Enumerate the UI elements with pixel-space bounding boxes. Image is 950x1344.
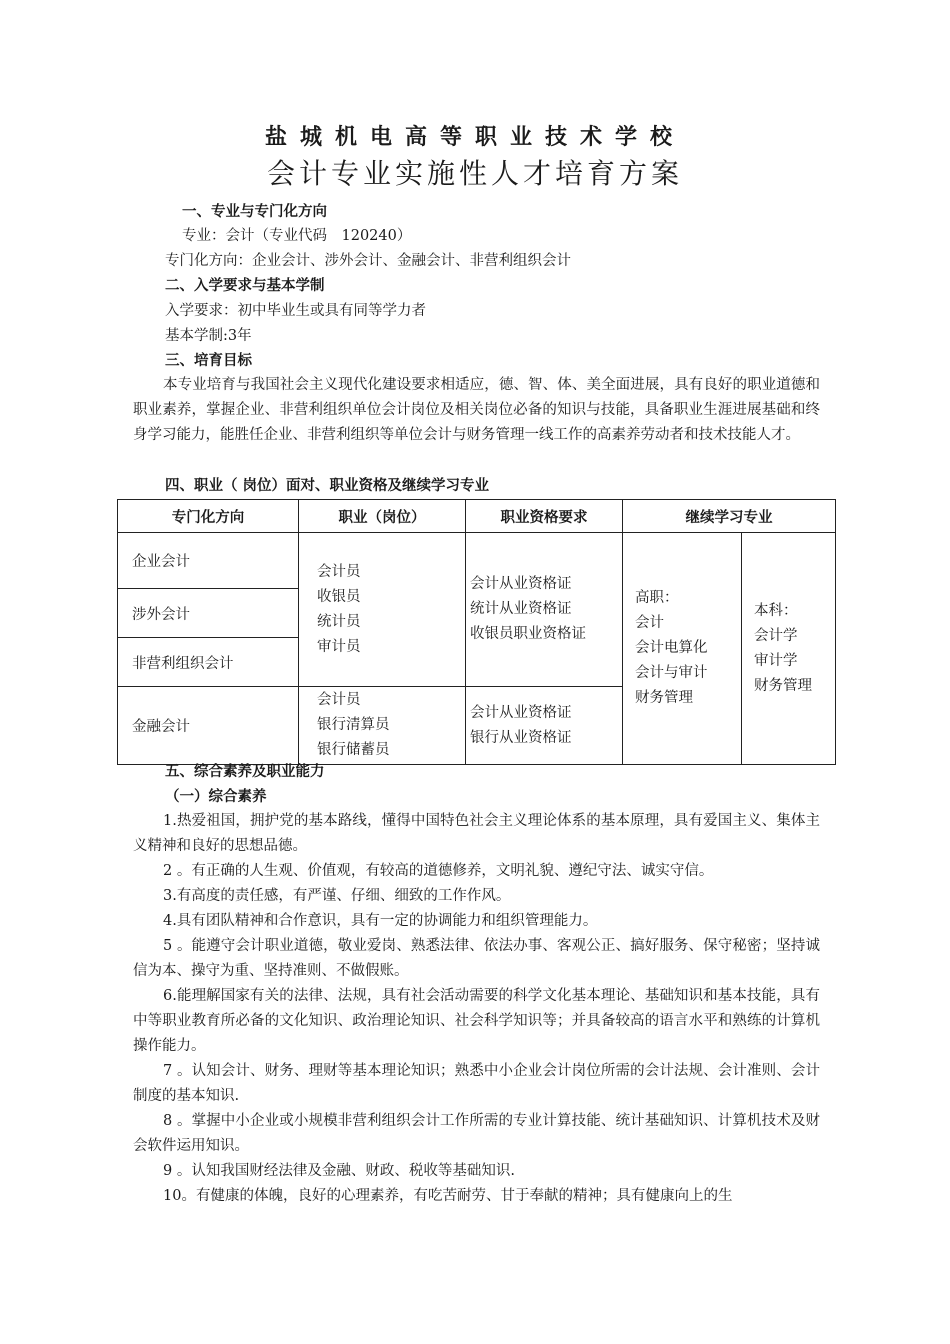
header-direction: 专门化方向 <box>118 500 299 533</box>
school-name: 盐城机电高等职业技术学校 <box>264 125 685 150</box>
direction-enterprise: 企业会计 <box>118 533 299 589</box>
major-line: 专业：会计（专业代码 120240） <box>182 228 412 244</box>
header-further-study: 继续学习专业 <box>623 500 836 533</box>
cert-item: 统计从业资格证 <box>470 601 572 617</box>
study-item: 高职： <box>635 590 679 606</box>
cert-item: 银行从业资格证 <box>470 729 572 746</box>
section-1-heading: 一、专业与专门化方向 <box>182 204 327 220</box>
cert-item: 收银员职业资格证 <box>470 626 586 642</box>
job-item: 会计员 <box>317 692 361 708</box>
section-2-heading: 二、入学要求与基本学制 <box>165 278 325 294</box>
jobs-finance <box>299 687 466 765</box>
study-item: 会计与审计 <box>635 665 708 681</box>
job-item: 统计员 <box>317 613 361 630</box>
quality-item-4: 4.具有团队精神和合作意识，具有一定的协调能力和组织管理能力。 <box>163 913 598 929</box>
direction-line: 专门化方向：企业会计、涉外会计、金融会计、非营利组织会计 <box>165 253 571 269</box>
duration-line: 基本学制:3年 <box>165 328 252 344</box>
bachelor-study <box>742 533 836 765</box>
quality-item-5: 5 。能遵守会计职业道德，敬业爱岗、熟悉法律、依法办事、客观公正、搞好服务、保守秘密；坚持诚信为本、操守为重、坚持准则、不做假账。 <box>133 938 820 979</box>
quality-item-8: 8 。掌握中小企业或小规模非营利组织会计工作所需的专业计算技能、统计基础知识、计算机技术及财会软件运用知识。 <box>133 1113 820 1154</box>
section-5-sub-heading: （一）综合素养 <box>165 789 267 805</box>
quality-item-2: 2 。有正确的人生观、价值观，有较高的道德修养，文明礼貌、遵纪守法、诚实守信。 <box>163 863 714 879</box>
study-item: 财务管理 <box>754 677 812 694</box>
table-header-row <box>118 500 836 533</box>
header-job: 职业（岗位） <box>299 500 466 533</box>
jobs-general <box>299 533 466 687</box>
quality-item-10: 10。有健康的体魄，良好的心理素养，有吃苦耐劳、甘于奉献的精神；具有健康向上的生 <box>163 1188 733 1204</box>
direction-foreign: 涉外会计 <box>118 589 299 638</box>
table-row <box>118 533 836 589</box>
certs-general <box>466 533 623 687</box>
direction-nonprofit: 非营利组织会计 <box>118 638 299 687</box>
quality-item-3: 3.有高度的责任感，有严谨、仔细、细致的工作作风。 <box>163 888 511 904</box>
study-item: 会计学 <box>754 627 798 644</box>
job-item: 审计员 <box>317 638 361 655</box>
section-5-heading: 五、综合素养及职业能力 <box>165 764 325 780</box>
objective-paragraph: 本专业培育与我国社会主义现代化建设要求相适应，德、智、体、美全面进展，具有良好的职业道德和职业素养，掌握企业、非营利组织单位会计岗位及相关岗位必备的知识与技能，具备职业生涯进展基础和终身学习能力，能胜任企业、非营利组织等单位会计与财务管理一线工作的高素养劳动者和技术技能人才。 <box>133 377 820 443</box>
study-item: 会计 <box>635 615 664 631</box>
vocational-study <box>623 533 742 765</box>
requirement-line: 入学要求：初中毕业生或具有同等学力者 <box>165 303 426 319</box>
section-4-heading: 四、职业（ 岗位）面对、职业资格及继续学习专业 <box>165 478 490 494</box>
cert-item: 会计从业资格证 <box>470 576 572 592</box>
study-item: 财务管理 <box>635 690 693 706</box>
study-item: 会计电算化 <box>635 640 708 656</box>
quality-item-6: 6.能理解国家有关的法律、法规，具有社会活动需要的科学文化基本理论、基础知识和基本技能，具有中等职业教育所必备的文化知识、政治理论知识、社会科学知识等；并具备较高的语言水平和熟练的计算机操作能力。 <box>133 988 820 1054</box>
quality-item-1: 1.热爱祖国，拥护党的基本路线，懂得中国特色社会主义理论体系的基本原理，具有爱国主义、集体主义精神和良好的思想品德。 <box>133 813 820 854</box>
direction-finance: 金融会计 <box>118 687 299 765</box>
study-item: 本科： <box>754 602 798 619</box>
career-table <box>117 499 836 765</box>
cert-item: 会计从业资格证 <box>470 704 572 721</box>
quality-item-9: 9 。认知我国财经法律及金融、财政、税收等基础知识. <box>163 1163 515 1179</box>
section-3-heading: 三、培育目标 <box>165 353 252 369</box>
job-item: 银行清算员 <box>317 717 390 733</box>
job-item: 银行储蓄员 <box>317 742 390 758</box>
document-title: 会计专业实施性人才培育方案 <box>266 157 683 190</box>
job-item: 收银员 <box>317 588 361 605</box>
header-cert: 职业资格要求 <box>466 500 623 533</box>
job-item: 会计员 <box>317 563 361 580</box>
certs-finance <box>466 687 623 765</box>
study-item: 审计学 <box>754 652 798 669</box>
quality-item-7: 7 。认知会计、财务、理财等基本理论知识；熟悉中小企业会计岗位所需的会计法规、会计准则、会计制度的基本知识. <box>133 1063 820 1104</box>
